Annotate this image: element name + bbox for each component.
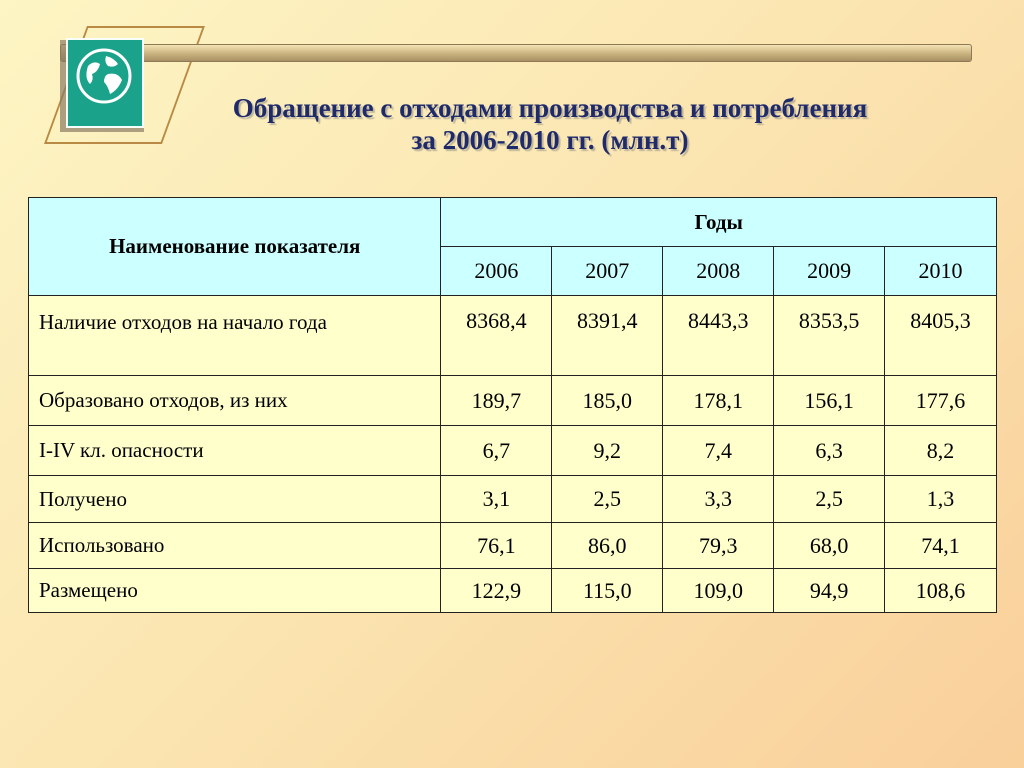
value-cell: 8,2 <box>885 426 997 476</box>
page-title <box>140 92 960 156</box>
value-cell: 189,7 <box>441 376 552 426</box>
table-row <box>29 376 997 426</box>
value-cell: 86,0 <box>552 523 663 569</box>
value-cell: 8405,3 <box>885 296 997 376</box>
value-cell: 68,0 <box>774 523 885 569</box>
value-cell: 1,3 <box>885 476 997 523</box>
value-cell: 8443,3 <box>663 296 774 376</box>
title-line-2: за 2006-2010 гг. (млн.т) <box>411 125 689 155</box>
value-cell: 178,1 <box>663 376 774 426</box>
value-cell: 3,3 <box>663 476 774 523</box>
header-years: Годы <box>441 198 997 247</box>
value-cell: 185,0 <box>552 376 663 426</box>
value-cell: 7,4 <box>663 426 774 476</box>
value-cell: 109,0 <box>663 569 774 613</box>
year-cell: 2008 <box>663 247 774 296</box>
value-cell: 8353,5 <box>774 296 885 376</box>
value-cell: 3,1 <box>441 476 552 523</box>
row-label: Использовано <box>29 523 441 569</box>
row-label: Образовано отходов, из них <box>29 376 441 426</box>
year-cell: 2006 <box>441 247 552 296</box>
value-cell: 9,2 <box>552 426 663 476</box>
title-line-1: Обращение с отходами производства и потребления <box>232 93 868 123</box>
value-cell: 156,1 <box>774 376 885 426</box>
header-indicator: Наименование показателя <box>29 198 441 296</box>
year-cell: 2007 <box>552 247 663 296</box>
value-cell: 2,5 <box>774 476 885 523</box>
value-cell: 6,3 <box>774 426 885 476</box>
table-row <box>29 476 997 523</box>
waste-table <box>28 197 997 613</box>
value-cell: 6,7 <box>441 426 552 476</box>
row-label: Наличие отходов на начало года <box>29 296 441 376</box>
table-header-row <box>29 198 997 247</box>
value-cell: 2,5 <box>552 476 663 523</box>
year-cell: 2009 <box>774 247 885 296</box>
table-row <box>29 296 997 376</box>
globe-icon <box>74 46 134 106</box>
value-cell: 115,0 <box>552 569 663 613</box>
value-cell: 79,3 <box>663 523 774 569</box>
year-cell: 2010 <box>885 247 997 296</box>
table-row <box>29 426 997 476</box>
row-label: Размещено <box>29 569 441 613</box>
value-cell: 8391,4 <box>552 296 663 376</box>
row-label: I-IV кл. опасности <box>29 426 441 476</box>
table-row <box>29 523 997 569</box>
row-label: Получено <box>29 476 441 523</box>
value-cell: 74,1 <box>885 523 997 569</box>
value-cell: 108,6 <box>885 569 997 613</box>
value-cell: 177,6 <box>885 376 997 426</box>
header-bar <box>60 44 972 62</box>
logo <box>66 38 144 128</box>
value-cell: 122,9 <box>441 569 552 613</box>
value-cell: 8368,4 <box>441 296 552 376</box>
table-row <box>29 569 997 613</box>
value-cell: 94,9 <box>774 569 885 613</box>
value-cell: 76,1 <box>441 523 552 569</box>
